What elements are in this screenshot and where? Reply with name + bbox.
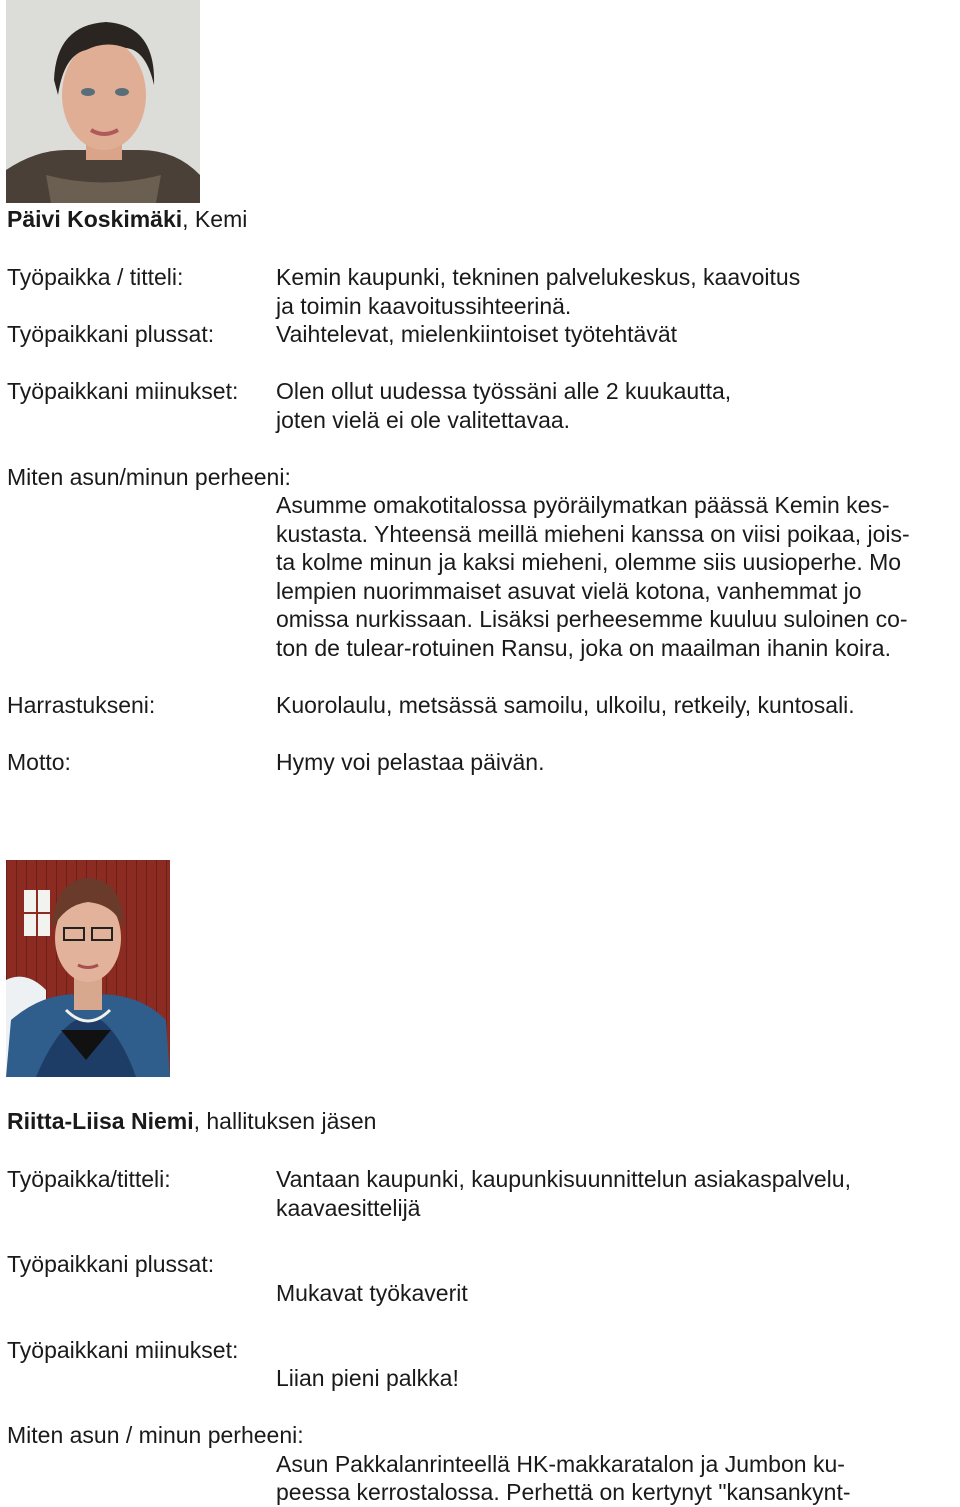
field-value-pluses: Vaihtelevat, mielenkiintoiset työtehtävät — [276, 321, 678, 347]
field-value-workplace: kaavaesittelijä — [276, 1195, 421, 1221]
field-label-motto: Motto: — [7, 749, 71, 775]
field-value-family: lempien nuorimmaiset asuvat vielä kotona, vanhemmat jo — [276, 578, 862, 604]
field-value-minuses: joten vielä ei ole valitettavaa. — [276, 407, 571, 433]
field-label-hobbies: Harrastukseni: — [7, 692, 156, 718]
field-label-minuses: Työpaikkani miinukset: — [7, 378, 239, 404]
field-value-workplace: Kemin kaupunki, tekninen palvelukeskus, kaavoitus — [276, 264, 801, 290]
field-label-workplace: Työpaikka/titteli: — [7, 1166, 171, 1192]
field-value-family: Asun Pakkalanrinteellä HK-makkaratalon ja Jumbon ku- — [276, 1451, 845, 1477]
portrait-photo — [6, 860, 170, 1077]
field-label-family: Miten asun/minun perheeni: — [7, 464, 291, 490]
person-role: , hallituksen jäsen — [193, 1108, 377, 1134]
field-value-family: Asumme omakotitalossa pyöräilymatkan päässä Kemin kes- — [276, 492, 890, 518]
person-name-heading — [7, 206, 247, 233]
person-name-heading — [7, 1108, 376, 1135]
field-value-motto: Hymy voi pelastaa päivän. — [276, 749, 545, 775]
field-value-family: ta kolme minun ja kaksi mieheni, olemme siis uusioperhe. Mo — [276, 549, 902, 575]
field-value-pluses: Mukavat työkaverit — [276, 1280, 468, 1306]
field-value-hobbies: Kuorolaulu, metsässä samoilu, ulkoilu, retkeily, kuntosali. — [276, 692, 855, 718]
person-name: Riitta-Liisa Niemi — [7, 1108, 194, 1134]
field-value-minuses: Olen ollut uudessa työssäni alle 2 kuukautta, — [276, 378, 732, 404]
field-label-family: Miten asun / minun perheeni: — [7, 1422, 304, 1448]
field-value-family: kustasta. Yhteensä meillä mieheni kanssa on viisi poikaa, jois- — [276, 521, 910, 547]
field-value-family: ton de tulear-rotuinen Ransu, joka on maailman ihanin koira. — [276, 635, 891, 661]
profile-photo-paivi — [6, 0, 200, 203]
field-value-minuses: Liian pieni palkka! — [276, 1365, 459, 1391]
person-name: Päivi Koskimäki — [7, 206, 183, 232]
field-label-pluses: Työpaikkani plussat: — [7, 1251, 215, 1277]
field-label-minuses: Työpaikkani miinukset: — [7, 1337, 239, 1363]
field-value-workplace: ja toimin kaavoitussihteerinä. — [276, 293, 572, 319]
field-value-family: peessa kerrostalossa. Perhettä on kertynyt "kansankynt- — [276, 1479, 851, 1505]
person-location: , Kemi — [182, 206, 248, 232]
field-value-family: omissa nurkissaan. Lisäksi perheesemme kuuluu suloinen co- — [276, 606, 908, 632]
field-label-pluses: Työpaikkani plussat: — [7, 321, 215, 347]
field-label-workplace: Työpaikka / titteli: — [7, 264, 184, 290]
profile-photo-riitta-liisa — [6, 860, 170, 1077]
field-value-workplace: Vantaan kaupunki, kaupunkisuunnittelun asiakaspalvelu, — [276, 1166, 851, 1192]
portrait-photo — [6, 0, 200, 203]
